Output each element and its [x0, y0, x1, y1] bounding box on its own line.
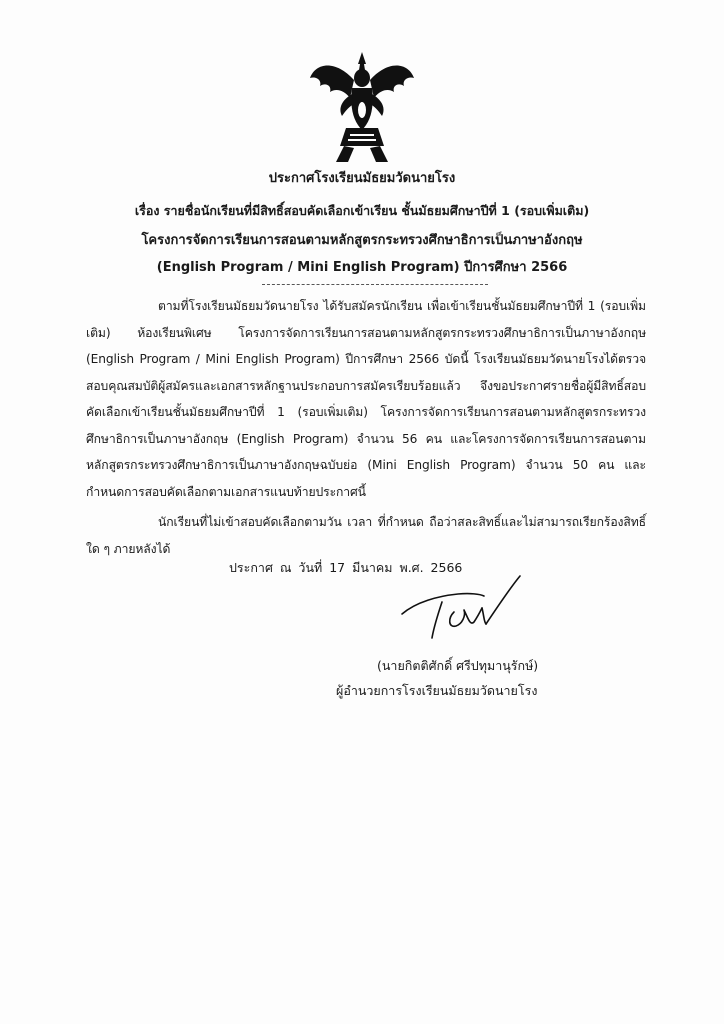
announcement-title: ประกาศโรงเรียนมัธยมวัดนายโรง — [268, 171, 456, 186]
announcement-project: โครงการจัดการเรียนการสอนตามหลักสูตรกระทรวงศึกษาธิการเป็นภาษาอังกฤษ — [141, 233, 583, 248]
body-paragraph-1: ตามที่โรงเรียนมัธยมวัดนายโรง ได้รับสมัครนักเรียน เพื่อเข้าเรียนชั้นมัธยมศึกษาปีที่ 1 (รอบเพิ่มเติม) ห้องเรียนพิเศษ โครงการจัดการเรียนการสอนตามหลักสูตรกระทรวงศึกษาธิการเป็นภาษาอังกฤษ (English Program / Mini English Program) ปีการศึกษา 2566 บัดนี้ โรงเรียนมัธยมวัดนายโรงได้ตรวจสอบคุณสมบัติผู้สมัครและเอกสารหลักฐานประกอบการสมัครเรียบร้อยแล้ว จึงขอประกาศรายชื่อผู้มีสิทธิ์สอบคัดเลือกเข้าเรียนชั้นมัธยมศึกษาปีที่ 1 (รอบเพิ่มเติม) โครงการจัดการเรียนการสอนตามหลักสูตรกระทรวงศึกษาธิการเป็นภาษาอังกฤษ (English Program) จำนวน 56 คน และโครงการจัดการเรียนการสอนตามหลักสูตรกระทรวงศึกษาธิการเป็นภาษาอังกฤษฉบับย่อ (Mini English Program) จำนวน 50 คน และกำหนดการสอบคัดเลือกตามเอกสารแนบท้ายประกาศนี้ — [86, 299, 646, 499]
signature-icon — [398, 572, 523, 642]
announcement-date: ประกาศ ณ วันที่ 17 มีนาคม พ.ศ. 2566 — [229, 560, 463, 575]
separator-line — [262, 284, 488, 285]
signer-title: ผู้อำนวยการโรงเรียนมัธยมวัดนายโรง — [336, 683, 538, 698]
body-paragraph-2: นักเรียนที่ไม่เข้าสอบคัดเลือกตามวัน เวลา ที่กำหนด ถือว่าสละสิทธิ์และไม่สามารถเรียกร้องสิทธิ์ใด ๆ ภายหลังได้ — [86, 515, 646, 556]
announcement-subject: เรื่อง รายชื่อนักเรียนที่มีสิทธิ์สอบคัดเลือกเข้าเรียน ชั้นมัธยมศึกษาปีที่ 1 (รอบเพิ่มเติม) — [134, 203, 590, 218]
announcement-program-year: (English Program / Mini English Program) ปีการศึกษา 2566 — [156, 260, 568, 275]
signer-name: (นายกิตติศักดิ์ ศรีปทุมานุรักษ์) — [377, 658, 539, 673]
garuda-emblem-icon — [306, 50, 418, 165]
announcement-body — [86, 293, 646, 562]
